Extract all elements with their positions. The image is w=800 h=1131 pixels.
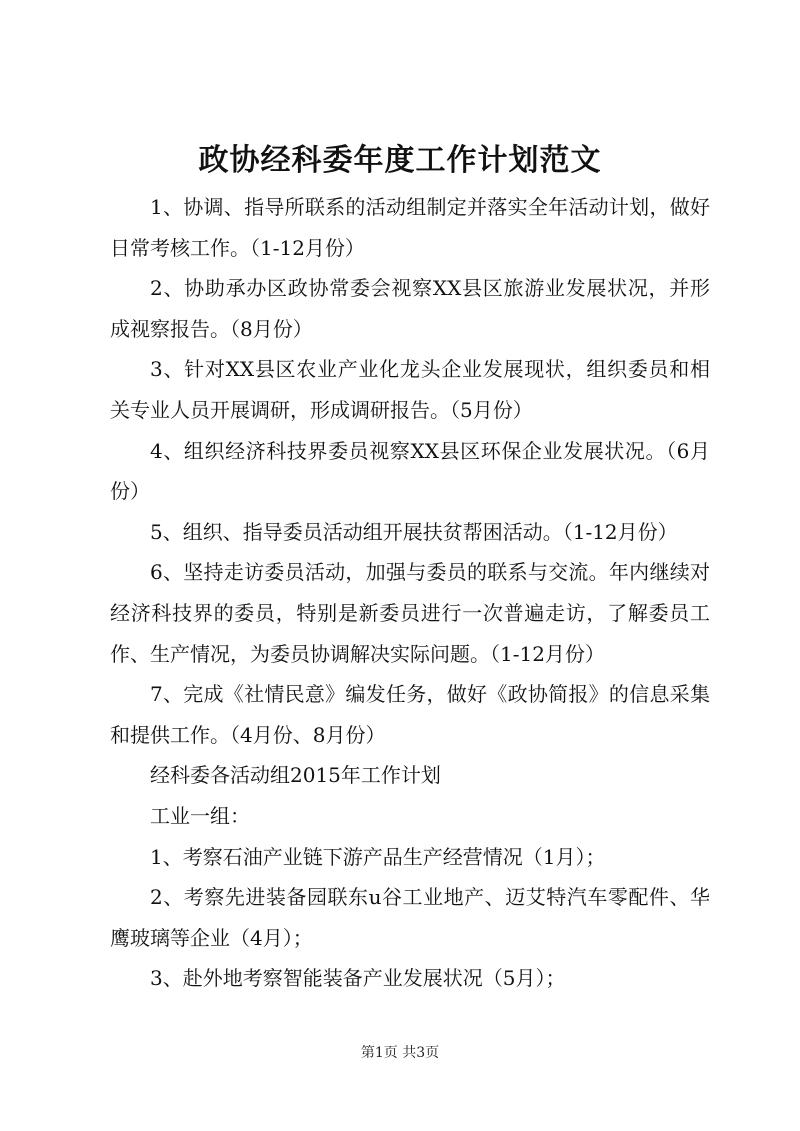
document-body (110, 187, 710, 999)
document-title: 政协经科委年度工作计划范文 (198, 143, 602, 178)
paragraph-item-4: 4、组织经济科技界委员视察XX县区环保企业发展状况。（6月份） (110, 438, 710, 504)
paragraph-item-7: 7、完成《社情民意》编发任务，做好《政协简报》的信息采集和提供工作。（4月份、8月份） (110, 682, 710, 747)
group-item-2: 2、考察先进装备园联东u谷工业地产、迈艾特汽车零配件、华鹰玻璃等企业（4月）； (110, 885, 710, 950)
paragraph-item-2: 2、协助承办区政协常委会视察XX县区旅游业发展状况，并形成视察报告。（8月份） (110, 276, 710, 341)
paragraph-item-6: 6、坚持走访委员活动，加强与委员的联系与交流。年内继续对经济科技界的委员，特别是新委员进行一次普遍走访，了解委员工作、生产情况，为委员协调解决实际问题。（1-12月份） (110, 560, 710, 666)
page-footer: 第1页 共3页 (360, 1045, 440, 1061)
group-item-1: 1、考察石油产业链下游产品生产经营情况（1月）； (150, 844, 606, 869)
group-heading: 工业一组： (150, 803, 250, 828)
group-item-3: 3、赴外地考察智能装备产业发展状况（5月）； (150, 966, 566, 991)
paragraph-item-5: 5、组织、指导委员活动组开展扶贫帮困活动。（1-12月份） (150, 519, 678, 544)
section-heading: 经科委各活动组2015年工作计划 (150, 763, 441, 788)
paragraph-item-3: 3、针对XX县区农业产业化龙头企业发展现状，组织委员和相关专业人员开展调研，形成调研报告。（5月份） (110, 357, 710, 422)
paragraph-item-1: 1、协调、指导所联系的活动组制定并落实全年活动计划，做好日常考核工作。（1-12月份） (110, 195, 710, 260)
